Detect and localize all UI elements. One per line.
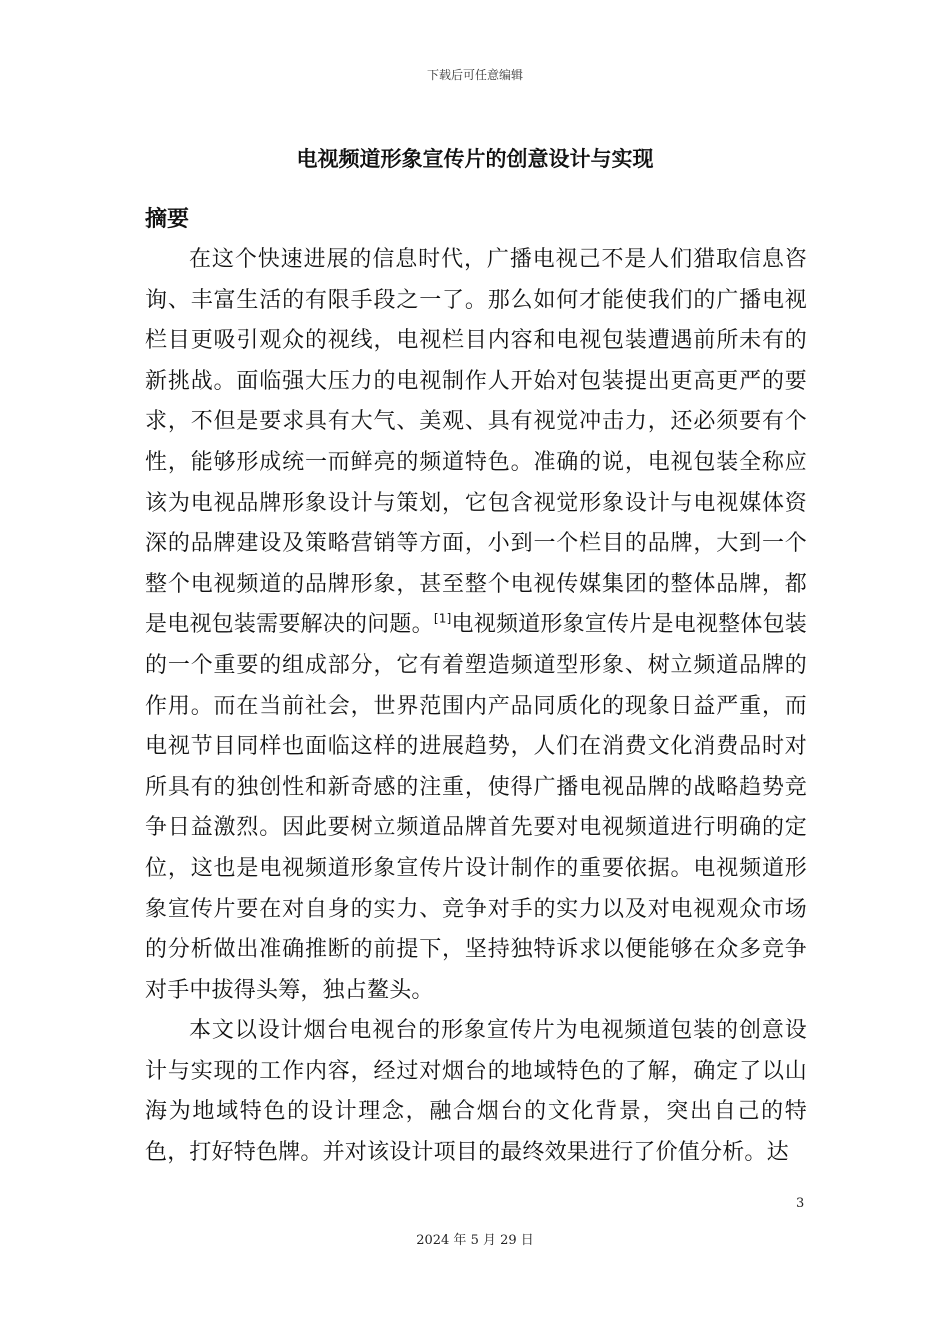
paragraph-text: 电视频道形象宣传片是电视整体包装的一个重要的组成部分，它有着塑造频道型形象、树立频道品牌的作用。而在当前社会，世界范围内产品同质化的现象日益严重，而电视节目同样也面临这样的进展趋势，人们在消费文化消费品时对所具有的独创性和新奇感的注重，使得广播电视品牌的战略趋势竞争日益激烈。因此要树立频道品牌首先要对电视频道进行明确的定位，这也是电视频道形象宣传片设计制作的重要依据。电视频道形象宣传片要在对自身的实力、竞争对手的实力以及对电视观众市场的分析做出准确推断的前提下，坚持独特诉求以便能够在众多竞争对手中拔得头筹，独占鳌头。 — [145, 612, 808, 1003]
footer-date: 2024 年 5 月 29 日 — [416, 1233, 534, 1248]
abstract-body — [145, 240, 807, 1174]
header-note: 下载后可任意编辑 — [426, 68, 523, 82]
paragraph: 本文以设计烟台电视台的形象宣传片为电视频道包装的创意设计与实现的工作内容，经过对烟台的地域特色的了解，确定了以山海为地域特色的设计理念，融合烟台的文化背景，突出自己的特色，打好特色牌。并对该设计项目的最终效果进行了价值分析。达 — [145, 1018, 807, 1166]
paragraph — [145, 240, 807, 1011]
section-heading-abstract: 摘要 — [145, 207, 190, 232]
document-title: 电视频道形象宣传片的创意设计与实现 — [296, 147, 654, 171]
citation-marker: [1] — [433, 612, 452, 627]
page-number: 3 — [796, 1196, 805, 1211]
paragraph-text: 在这个快速进展的信息时代，广播电视己不是人们猎取信息咨询、丰富生活的有限手段之一了。那么如何才能使我们的广播电视栏目更吸引观众的视线，电视栏目内容和电视包装遭遇前所未有的新挑战。面临强大压力的电视制作人开始对包装提出更高更严的要求，不但是要求具有大气、美观、具有视觉冲击力，还必须要有个性，能够形成统一而鲜亮的频道特色。准确的说，电视包装全称应该为电视品牌形象设计与策划，它包含视觉形象设计与电视媒体资深的品牌建设及策略营销等方面，小到一个栏目的品牌，大到一个整个电视频道的品牌形象，甚至整个电视传媒集团的整体品牌，都是电视包装需要解决的问题。 — [145, 247, 807, 638]
